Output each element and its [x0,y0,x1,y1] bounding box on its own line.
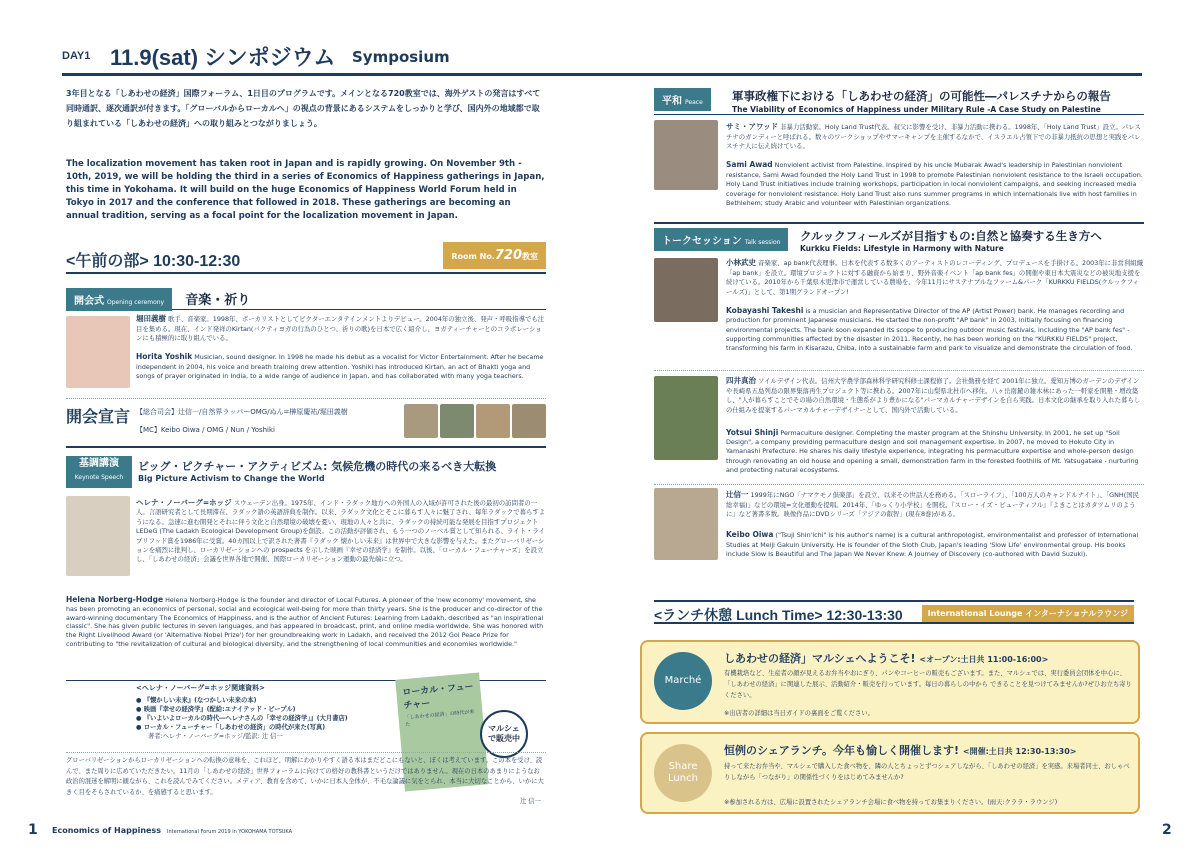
opening-header [66,288,546,310]
share-title: 恒例のシェアランチ。今年も愉しく開催します! [724,744,960,757]
peace-title: 軍事政権下における「しあわせの経済」の可能性―パレスチナからの報告 [732,89,1111,103]
material-item: ● ローカル・フューチャー「しあわせの経済」の時代が来た(写真) [136,724,326,731]
book-subtitle: 「しあわせの経済」の時代が来た [404,709,475,729]
share-lunch-heading [724,742,1134,758]
helena-name-jp: ヘレナ・ノーバーグ=ホッジ [136,498,232,507]
kobayashi-bio-jp [726,258,1144,297]
opening-tag [66,288,172,311]
share-note: ※参加される方は、広場に設置されたシェアランチ会場に食べ物を持ってお集まりください。(雨天:クララ・ラウンジ) [724,799,1058,806]
lunch-venue-en: International Lounge [927,609,1023,618]
material-item: ● 映画『幸せの経済学』(配給:ユナイテッド・ピープル) [136,706,296,713]
materials-note: 著者:ヘレナ・ノーバーグ=ホッジ/監訳: 辻 信一 [148,733,283,740]
page-number-right: 2 [1162,822,1172,838]
footer-title [52,826,292,835]
lunch-venue-jp: インターナショナルラウンジ [1025,609,1128,618]
talk-title: クルックフィールズが目指すもの:自然と協奏する生き方へ [800,229,1102,243]
morning-title: <午前の部> 10:30-12:30 [66,253,241,270]
host-photo-4 [512,404,546,438]
peace-header [654,88,1134,114]
helena-text-en: Helena Norberg-Hodge is the founder and director of Local Futures. A pioneer of the 'new economy' movement, she has been promoting an economics of personal, social and ecological well-being for more than thirty years. She is the producer and co-director of the award-winning documentary The Economics of Happiness, and is the author of Ancient Futures: Learning from Ladakh, described as "an inspirational classic". She has given public lectures in seven languages, and has appeared in broadcast, print, and online media worldwide. She was honored with the Right Livelihood Award (or 'Alternative Nobel Prize') for her groundbreaking work in Ladakh, and received the 2012 Goi Peace Prize for contributing to "the revitalization of cultural and biological diversity, and the strengthening of local communities and economies worldwide." [66,596,544,648]
declaration-mc: 【MC】Keibo Oiwa / OMG / Nun / Yoshiki [136,426,276,434]
host-photo-1 [404,404,438,438]
day-label: DAY1 [62,50,91,62]
helena-name-en: Helena Norberg-Hodge [66,595,164,604]
peace-tag-jp: 平和 [662,96,682,107]
helena-bio-en [66,596,546,649]
opening-tag-en: Opening ceremony [107,299,165,306]
kobayashi-name-jp: 小林武史 [726,258,756,267]
yotsui-text-en: Permaculture designer. Completing the master program at the Shinshu University. In 2001, he set up "Soil Design", a company providing permaculture design and soil management expertise. In 2007, he moved to Hokuto City in Yamanashi Prefecture. He shares his daily lifestyle experience, integrating his permaculture expertise and whole-person design through renovating an old house and opening a small, demonstration farm in the forested foothills of Mt. Yatsugatake - nurturing and protecting natural ecosystems. [726,429,1139,474]
host-photo-2 [440,404,474,438]
talk-tag [654,228,788,251]
peace-tag [654,88,711,111]
host-photo-3 [476,404,510,438]
yotsui-bio-jp [726,376,1144,415]
declaration-hosts: 【総合司会】辻信一/自然界ラッパーOMG/ぬん=榊原慶祐/堀田義樹 [136,408,348,416]
sami-text-jp: 非暴力活動家。Holy Land Trust代表。叔父に影響を受け、非暴力活動に携わる。1998年、「Holy Land Trust」設立。パレスチナのガンディーと呼ばれる。数々のワークショップやサマーキャンプを主催するなかで、イスラエル占領下での非暴力抵抗の思想と実践をパレスチナ人に伝え続けている。 [726,123,1141,151]
tsuji-bio-jp [726,490,1144,520]
horita-bio-en [136,352,546,382]
talk-header [654,228,1134,251]
page-number-left: 1 [28,822,38,838]
tsuji-text-en: ("Tsuji Shin'ichi" is his author's name) is a cultural anthropologist, environmentalist and professor of International Studies at Meiji Gakuin University. He is founder of the Sloth Club, Japan's leading 'Slow Life' environmental group. His books include Slow Is Beautiful and The Japan We Never Knew: A Journey of Discovery (co-authored with David Suzuki). [726,531,1139,559]
keynote-tag-jp: 基調講演 [79,458,119,469]
share-time: <開催:土日共 12:30-13:30> [962,747,1077,756]
tsuji-name-en: Keibo Oiwa [726,530,774,539]
talk-tag-en: Talk session [744,239,781,246]
marche-body: 有機栽培など、生産者の顔が見えるお弁当やおにぎり、パンやコーヒーの販売もございます。また、マルシェでは、実行委員会団体を中心に、「しあわせの経済」に関連した展示、活動紹介・販売を行っています。毎日の暮らしの中から できることを見つけてみませんか?ぜひお立ち寄りください。 [724,670,1132,699]
yotsui-name-en: Yotsui Shinji [726,428,779,437]
marche-note: ※出店者の詳細は当日ガイドの裏面をご覧ください。 [724,710,874,717]
room-number: 720 [494,248,522,263]
yotsui-photo [654,376,718,460]
kobayashi-name-en: Kobayashi Takeshi [726,306,804,315]
keynote-title-en: Big Picture Activism to Change the World [138,474,325,483]
marche-heading [724,650,1134,666]
declaration-title: 開会宣言 [66,407,131,426]
kobayashi-photo [654,258,718,322]
opening-title: 音楽・祈り [185,293,251,308]
lunch-bar [654,600,1134,624]
footer-title-text: Economics of Happiness [52,826,161,835]
helena-text-jp: スウェーデン出身。1975年、インド・ラダック地方への外国人の入域が許可された後の最初の訪問者の一人。言語研究者として長期滞在、ラダック語の英語辞典を制作。以来、ラダック文化とそこに暮らす人々に魅了され、毎年ラダックで暮らすようになる。急速に進む開発とそれに伴う文化と自然環境の破壊を憂い、現地の人々と共に、ラダックの持続可能な発展を目指すプロジェクトLEDeG (The Ladakh Ecological Development Group)を創設。この活動が評価され、もう一つのノーベル賞として知られる、ライト・ライブリフッド賞を1986年に受賞。40カ国以上で訳された著書『ラダック 懐かしい未来』は世界中で大きな影響を与えた。またグローバリゼーションを痛烈に批判し、ローカリゼーションへの prospects を示した映画『幸せの経済学』を制作。以後、「ローカル・フューチャーズ」を設立し、「しあわせの経済」会議を世界各地で開催、国際ローカリゼーション運動の最先端に立つ。 [136,499,546,564]
opening-tag-jp: 開会式 [74,296,104,307]
marche-box [640,640,1140,724]
materials-list [136,696,396,741]
intro-english: The localization movement has taken root in Japan and is rapidly growing. On November 9th - 10th, 2019, we will be holding the third in a series of Economics of Happiness gatherings in Japan, this time in Yokohama. It will build on the huge Economics of Happiness World Forum held in Tokyo in 2017 and the conference that followed in 2018. These gatherings are becoming an annual tradition, serving as a focal point for the localization movement in Japan. [66,159,545,221]
yotsui-name-jp: 四井真治 [726,376,756,385]
lunch-title: <ランチ休憩 Lunch Time> 12:30-13:30 [654,607,903,623]
keynote-tag [66,456,132,488]
sale-badge: マルシェで販売中 [480,710,528,758]
talk-tag-jp: トークセッション [662,236,742,247]
marche-badge: Marché [654,652,712,710]
horita-name-en: Horita Yoshik [136,352,193,361]
share-body: 持って来たお弁当や、マルシェで購入した食べ物を、隣の人とちょっとずつシェアしながら、「しあわせの経済」を実感。来場者同士、おしゃべりしながら「つながり」の関係性づくりをはじめてみませんか? [724,763,1130,781]
room-label: Room No. [451,252,495,261]
yotsui-text-jp: ソイルデザイン代表。信州大学農学部森林科学研究科修士課程修了。会社勤務を経て 2001年に独立。愛知万博のガーデンのデザインや長崎県五島列島の限界集落再生プロジェクト等に携わる。2007年に山梨県北杜市へ移住。八ヶ岳南麓の雑木林にあった一軒家を開墾・増改築し、"人が暮らすことでその場の自然環境・生態系がより豊かになる"パーマカルチャーデザインを自ら実践。日本文化の継承を取り入れた暮らしの仕組みを提案するパーマカルチャーデザイナーとして、国内外で活動している。 [726,377,1141,414]
kobayashi-bio-en [726,306,1144,353]
share-lunch-badge: Share Lunch [654,744,712,802]
sami-text-en: Nonviolent activist from Palestine. Inspired by his uncle Mubarak Awad's leadership in Palestinian nonviolent resistance, Sami Awad founded the Holy Land Trust in 1998 to promote Palestinian nonviolent resistance to the Israeli occupation. Holy Land Trust initiatives include training workshops, participation in local nonviolent campaigns, and seeking increased media coverage for nonviolent resistance. Holy Land Trust also runs summer programs in which internationals live with host families in Bethlehem; study Arabic and volunteer with Palestinian organizations. [726,161,1143,208]
sami-bio-jp [726,122,1144,152]
tsuji-text-jp: 1999年にNGO「ナマケモノ倶楽部」を設立、以来その世話人を務める。「スローライフ」、「100万人のキャンドルナイト」、「GNH(国民総幸福)」などの環境=文化運動を提唱。2014年、「ゆっくり小学校」を開校。『スロー・イズ・ビューティフル』『よきことはカタツムリのように』など著書多数。映像作品にDVDシリーズ「アジアの叡智」(現在8巻)がある。 [726,491,1139,519]
yotsui-bio-en [726,428,1144,475]
horita-text-en: Musician, sound designer. In 1998 he made his debut as a vocalist for Victor Entertainment. After he became independent in 2004, his voice and breath training drew attention. Yoshiki has introduced Kirtan, an act of Bhakti yoga and songs of prayer originated in India, to a wide range of audience in Japan, and has collaborated with many yoga teachers. [136,353,544,381]
kobayashi-text-en: is a musician and Representative Director of the AP (Artist Power) bank. He manages recording and production for prominent Japanese musicians. He started the non-profit "AP bank" in 2003, initially focusing on financing environmental projects. The bank soon expanded its scope to producing outdoor music festivals, including the "AP bank fes" - supporting communities affected by the disaster in 2011. Recently, he has been working on the "KURKKU FIELDS" project, transforming his farm in Kisarazu, Chiba, into a sustainable farm and park to visualize and demonstrate the circulation of food. [726,307,1133,353]
symposium-label: Symposium [352,48,450,66]
marche-time: <オープン:土日共 11:00-16:00> [919,655,1049,664]
morning-section-bar [66,248,546,274]
tsuji-name-jp: 辻信一 [726,490,749,499]
keynote-title: ビッグ・ピクチャー・アクティビズム: 気候危機の時代の来るべき大転換 [138,460,497,473]
kobayashi-text-jp: 音楽家、ap bank代表理事。日本を代表する数多くのアーティストのレコーディング、プロデュースを手掛ける。2003年に非営利組織「ap bank」を設立。環境プロジェクトに対する融資から始まり、野外音楽イベント「ap bank fes」の開催や東日本大震災などの被災地支援を続けている。2010年から千葉県木更津市で運営している農場を、今年11月にサステナブルなファーム&パーク「KURKKU FIELDS(クルックフィールズ)」として、第1期グランドオープン! [726,259,1144,296]
marche-title: しあわせの経済」マルシェへようこそ! [724,652,916,665]
material-item: ● 『いよいよローカルの時代―ヘレナさんの「幸せの経済学」』(大月書店) [136,715,348,722]
book-title: ローカル・フューチャー [402,682,475,712]
tsuji-bio-en [726,530,1144,560]
talk-title-en: Kurkku Fields: Lifestyle in Harmony with Nature [800,244,1004,253]
right-page [600,0,1200,853]
peace-title-en: The Viability of Economics of Happiness under Military Rule -A Case Study on Palestine [732,105,1101,114]
horita-name-jp: 堀田義樹 [136,314,166,323]
sami-photo [654,120,718,190]
date-title: 11.9(sat) シンポジウム [110,45,336,70]
material-item: ● 『懐かしい未来』(なつかしい未来の本) [136,697,257,704]
peace-tag-en: Peace [685,99,703,106]
sami-name-jp: サミ・アワッド [726,122,779,131]
closing-message: グローバリゼーションからローカリゼーションへの転換の意味を、これほど、明解にわかりやすく語る本はまだどこにもないと、ぼくは考えています。この本を受け、読んで、また周りに広めていただきたい。11月の「しあわせの経済」世界フォーラムに向けての格好の教科書というだけではありません。現在の日本のあまりにようなお政治的混迷を解明に観ながら、これを読んでみてください。メディア、教育を含めて、いかに日本人全体が、不毛な論議に気をとられ、本当に大切なことから、いかに大きく目をそらされているか、を痛感すると思います。 [66,757,544,796]
footer-subtitle: International Forum 2019 in YOKOHAMA TOTSUKA [166,829,293,835]
lunch-venue [922,605,1134,622]
helena-bio-jp [136,498,546,565]
horita-bio-jp [136,314,546,344]
share-lunch-box [640,732,1140,814]
room-badge [443,242,546,269]
materials-title: <ヘレナ・ノーバーグ=ホッジ関連資料> [136,684,266,692]
sami-name-en: Sami Awad [726,160,773,169]
sami-bio-en [726,160,1144,209]
tsuji-photo [654,488,718,560]
horita-text-jp: 歌手、音楽家。1998年、ボーカリストとしてビクターエンタテインメントよりデビュー。2004年の独立後、発声・呼吸指導でも注目を集める。現在、インド発祥のKirtan(バクティヨガの行為のひとつ、祈りの歌)を日本で広く紹介し、ヨガティーチャーとのコラボレーションにも積極的に取り組んでいる。 [136,315,545,343]
keynote-tag-en: Keynote Speech [74,474,124,481]
horita-photo [66,316,130,388]
intro-japanese: 3年目となる「しあわせの経済」国際フォーラム、1日目のプログラムです。メインとなる720教室では、海外ゲストの発言はすべて同時通訳、逐次通訳が付きます。「グローバルからローカルへ」の視点の背景にあるシステムをしっかりと学び、国内外の地域都で取り組まれている「しあわせの経済」への取り組みとつながりましょう。 [66,89,541,128]
closing-signature: 辻 信一 [520,798,541,805]
helena-photo [66,496,130,576]
room-suffix: 教室 [522,252,538,261]
